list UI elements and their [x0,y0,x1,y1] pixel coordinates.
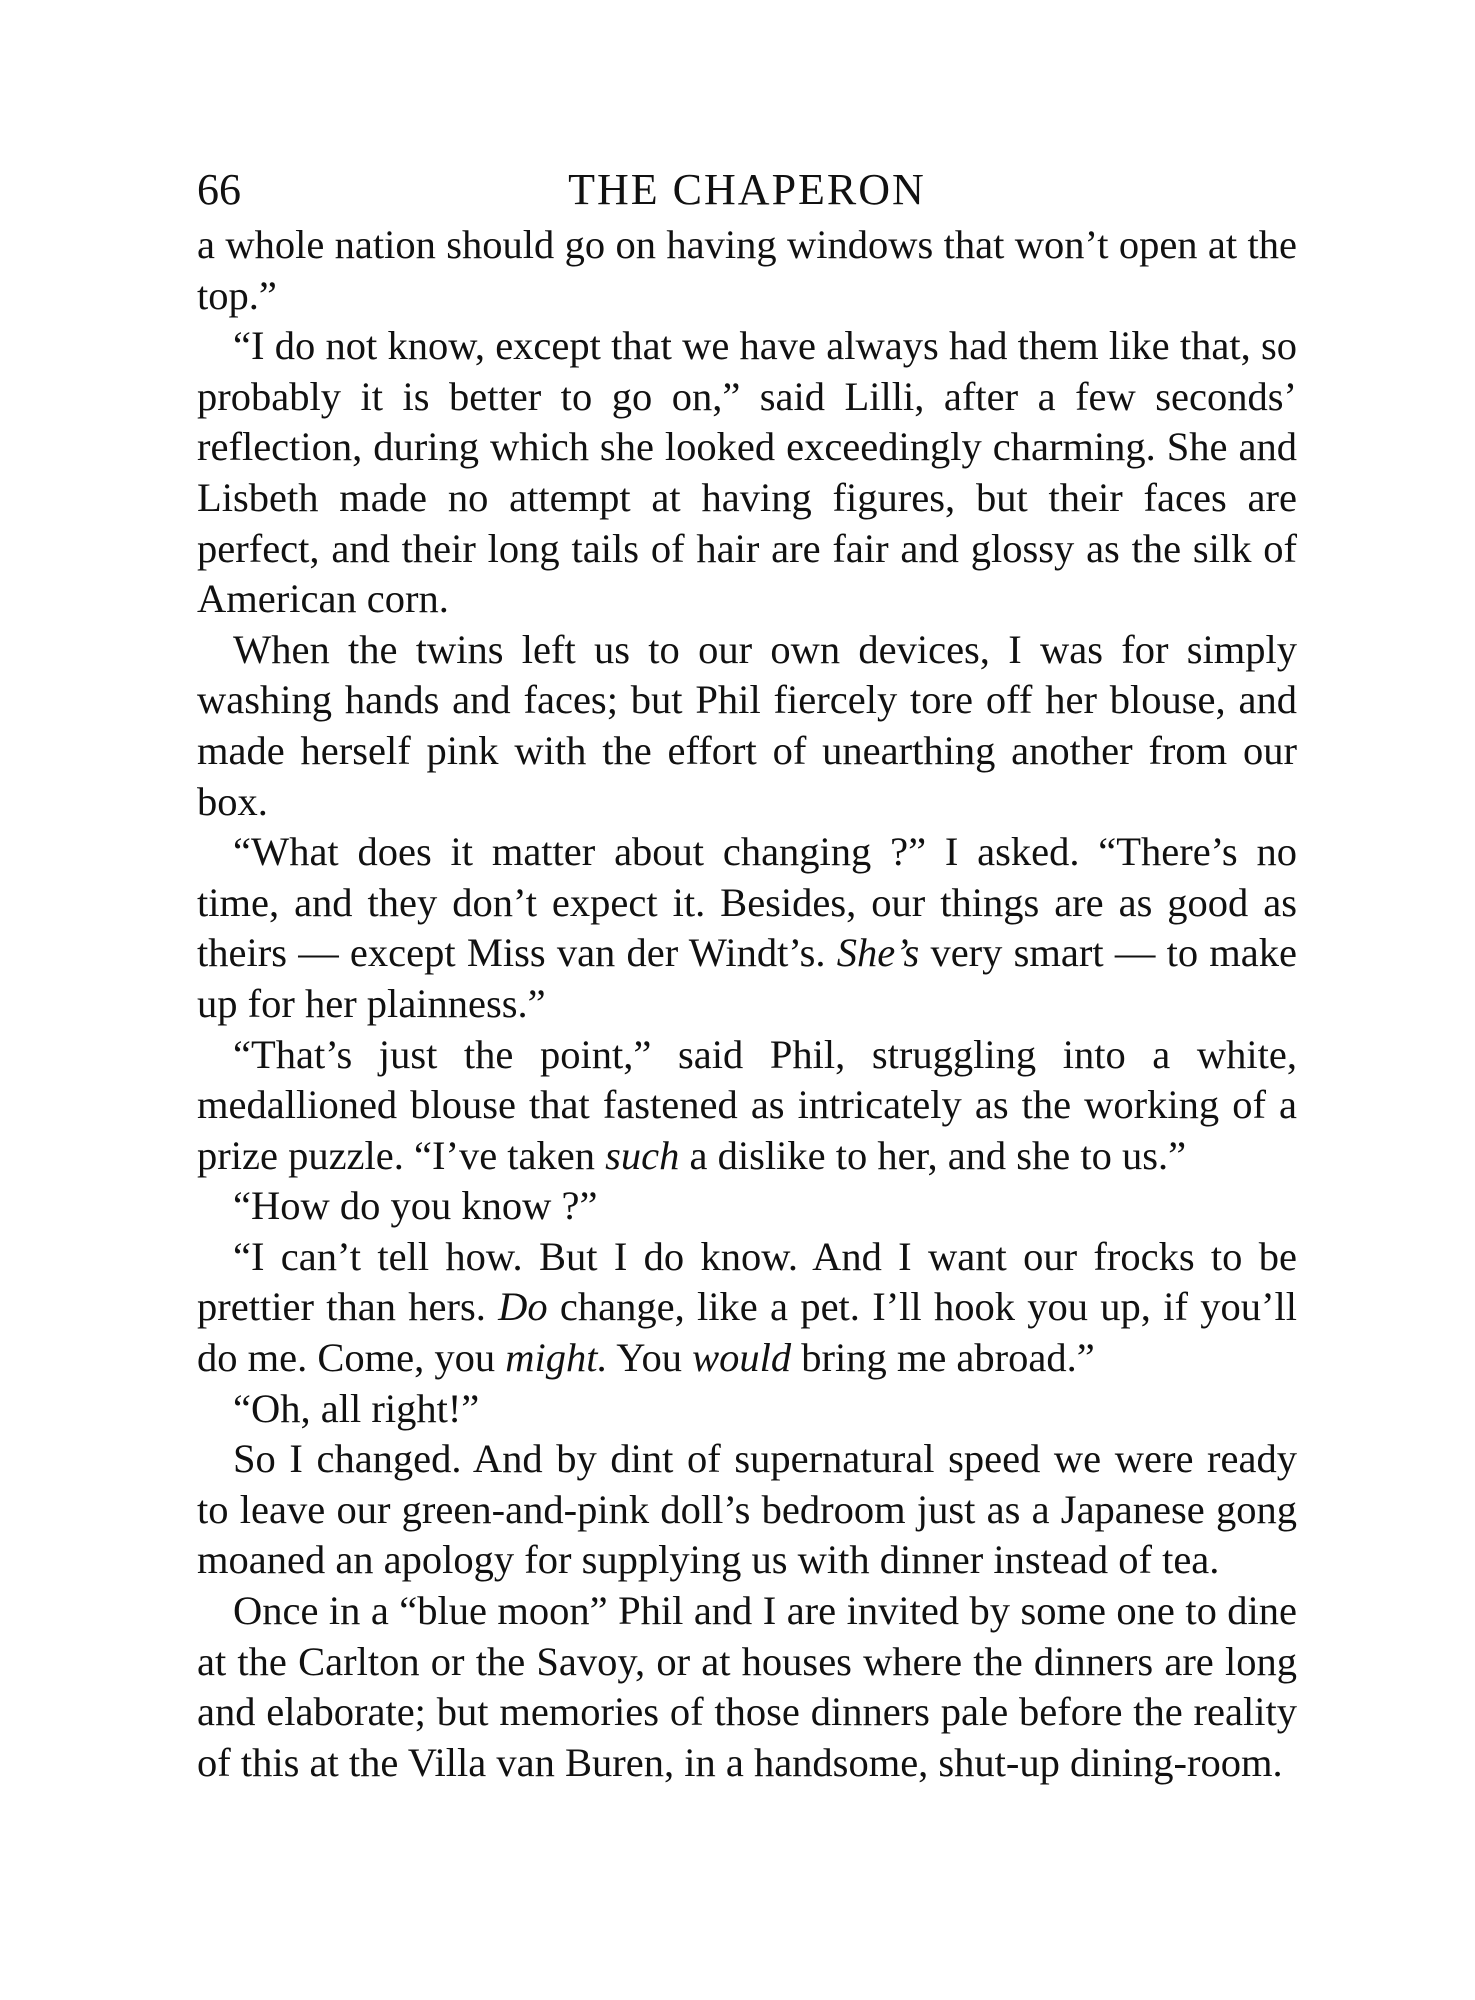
paragraph [197,1030,1297,1182]
text-run: You [607,1335,693,1381]
italic-text-run: might. [505,1335,608,1381]
book-page [197,160,1297,1788]
text-run: change, like a pet. I’ll hook you up, if you’ll do me. Come, you [197,1284,1297,1381]
page-number: 66 [197,165,241,214]
italic-text-run: Do [498,1284,548,1330]
text-run: a dislike to her, and she to us.” [679,1132,1187,1178]
text-run: When the twins left us to our own devices, I was for simply washing hands and faces; but Phil fiercely tore off her blouse, and made herself pink with the effort of unearthing another from our box. [197,626,1297,824]
paragraph [197,625,1297,827]
italic-text-run: such [605,1132,680,1178]
paragraph [197,827,1297,1029]
text-run: “How do you know ?” [233,1183,598,1229]
body-text [197,220,1297,1788]
paragraph [197,1232,1297,1384]
italic-text-run: would [692,1335,792,1381]
text-run: a whole nation should go on having windows that won’t open at the top.” [197,222,1297,318]
text-run: bring me abroad.” [791,1335,1095,1381]
text-run: very smart — to make up for her plainness.” [197,930,1297,1026]
text-run: “I do not know, except that we have always had them like that, so probably it is better to go on,” said Lilli, after a few seconds’ reflection, during which she looked exceedingly charming. She and Lisbeth made no attempt at having figures, but their faces are perfect, and their long tails of hair are fair and glossy as the silk of American corn. [197,323,1297,622]
paragraph [197,1181,1297,1232]
running-title: THE CHAPERON [568,165,926,214]
paragraph [197,1434,1297,1586]
paragraph [197,1384,1297,1435]
page-header [197,160,1297,220]
text-run: “I can’t tell how. But I do know. And I want our frocks to be prettier than hers. [197,1233,1297,1330]
text-run: Once in a “blue moon” Phil and I are invited by some one to dine at the Carlton or the Savoy, or at houses where the dinners are long and elaborate; but memories of those dinners pale before the reality of this at the Villa van Buren, in a handsome, shut-up dining-room. [197,1588,1297,1785]
text-run: “That’s just the point,” said Phil, struggling into a white, medallioned blouse that fastened as intricately as the working of a prize puzzle. “I’ve taken [197,1031,1297,1178]
paragraph [197,1586,1297,1788]
paragraph [197,220,1297,321]
text-run: So I changed. And by dint of supernatural speed we were ready to leave our green-and-pink doll’s bedroom just as a Japanese gong moaned an apology for supplying us with dinner instead of tea. [197,1436,1297,1583]
text-run: “Oh, all right!” [233,1385,480,1431]
text-run: “What does it matter about changing ?” I asked. “There’s no time, and they don’t expect it. Besides, our things are as good as theirs — except Miss van der Windt’s. [197,829,1297,976]
paragraph [197,321,1297,625]
italic-text-run: She’s [836,930,920,976]
